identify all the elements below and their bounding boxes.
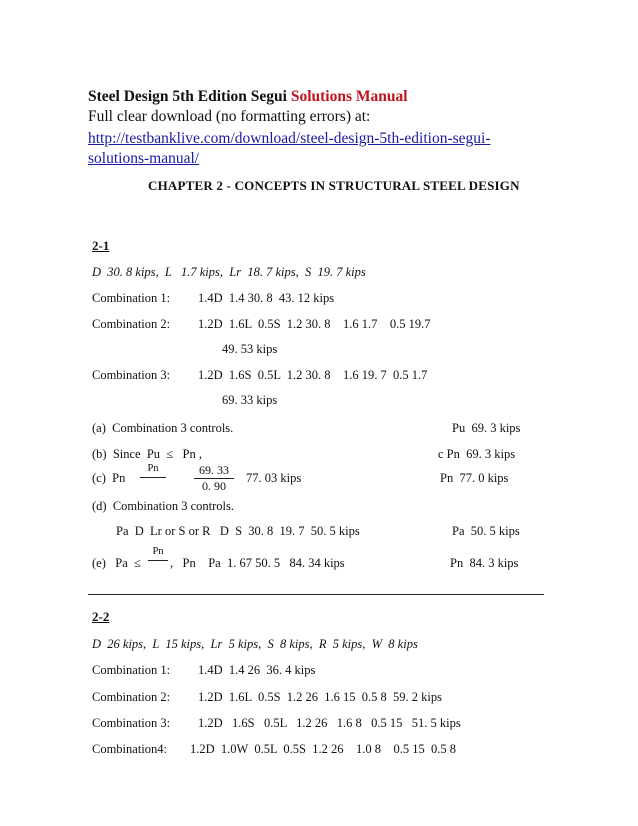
p1-combination-3-label: Combination 3: [92, 368, 171, 382]
p1-combination-2-label: Combination 2: [92, 317, 171, 331]
p1-combination-3-result: 69. 33 kips [222, 393, 278, 407]
section-divider [88, 594, 544, 595]
p1-c-fraction-bar [140, 477, 166, 478]
p2-combination-3-label: Combination 3: [92, 716, 171, 730]
p1-combination-1-label: Combination 1: [92, 291, 171, 305]
p2-loads: D 26 kips, L 15 kips, Lr 5 kips, S 8 kips, R 5 kips, W 8 kips [92, 637, 418, 651]
document-title [88, 87, 408, 107]
p1-loads: D 30. 8 kips, L 1.7 kips, Lr 18. 7 kips, S 19. 7 kips [92, 265, 366, 279]
p2-combination-3-expr: 1.2D 1.6S 0.5L 1.2 26 1.6 8 0.5 15 51. 5 kips [198, 716, 461, 730]
p1-e-computation: , Pn Pa 1. 67 50. 5 84. 34 kips [170, 556, 345, 570]
p1-combination-1-expr: 1.4D 1.4 30. 8 43. 12 kips [198, 291, 335, 305]
p1-e-fraction-bar [148, 560, 168, 561]
p1-combination-3-expr: 1.2D 1.6S 0.5L 1.2 30. 8 1.6 19. 7 0.5 1.7 [198, 368, 428, 382]
p2-combination-1-expr: 1.4D 1.4 26 36. 4 kips [198, 663, 316, 677]
p1-c-fraction-numerator: Pn [147, 463, 159, 474]
p1-combination-2-expr: 1.2D 1.6L 0.5S 1.2 30. 8 1.6 1.7 0.5 19.7 [198, 317, 431, 331]
download-link[interactable]: http://testbanklive.com/download/steel-design-5th-edition-segui- [88, 130, 491, 147]
download-link-continued[interactable]: solutions-manual/ [88, 150, 200, 167]
p2-combination-4-label: Combination4: [92, 742, 167, 756]
p1-answer-b: c Pn 69. 3 kips [438, 447, 516, 461]
title-highlight: Solutions Manual [290, 88, 408, 105]
p1-answer-a: Pu 69. 3 kips [452, 421, 521, 435]
p2-combination-1-label: Combination 1: [92, 663, 171, 677]
p1-part-e: (e) Pa ≤ [92, 556, 141, 570]
p1-part-b: (b) Since Pu ≤ Pn , [92, 447, 202, 461]
p1-part-a: (a) Combination 3 controls. [92, 421, 234, 435]
title-text: Steel Design 5th Edition Segui [88, 88, 291, 105]
p1-e-fraction-numerator: Pn [152, 546, 164, 557]
p1-answer-d: Pa 50. 5 kips [452, 524, 520, 538]
p1-part-c: (c) Pn [92, 471, 126, 485]
download-note: Full clear download (no formatting errors) at: [88, 108, 371, 125]
p1-answer-e: Pn 84. 3 kips [450, 556, 519, 570]
p2-combination-4-expr: 1.2D 1.0W 0.5L 0.5S 1.2 26 1.0 8 0.5 15 0.5 8 [190, 742, 456, 756]
problem-label-2-2: 2-2 [92, 609, 110, 624]
p2-combination-2-expr: 1.2D 1.6L 0.5S 1.2 26 1.6 15 0.5 8 59. 2 kips [198, 690, 442, 704]
p1-d-computation: Pa D Lr or S or R D S 30. 8 19. 7 50. 5 kips [116, 524, 360, 538]
p1-c-fraction-numerator-value: 69. 33 [199, 463, 229, 477]
p1-answer-c: Pn 77. 0 kips [440, 471, 509, 485]
problem-label-2-1: 2-1 [92, 238, 110, 253]
p1-c-fraction-denominator-value: 0. 90 [202, 479, 226, 493]
p1-combination-2-result: 49. 53 kips [222, 342, 278, 356]
p1-c-result: 77. 03 kips [246, 471, 302, 485]
p1-part-d: (d) Combination 3 controls. [92, 499, 234, 513]
p2-combination-2-label: Combination 2: [92, 690, 171, 704]
chapter-heading: CHAPTER 2 - CONCEPTS IN STRUCTURAL STEEL DESIGN [148, 178, 520, 193]
